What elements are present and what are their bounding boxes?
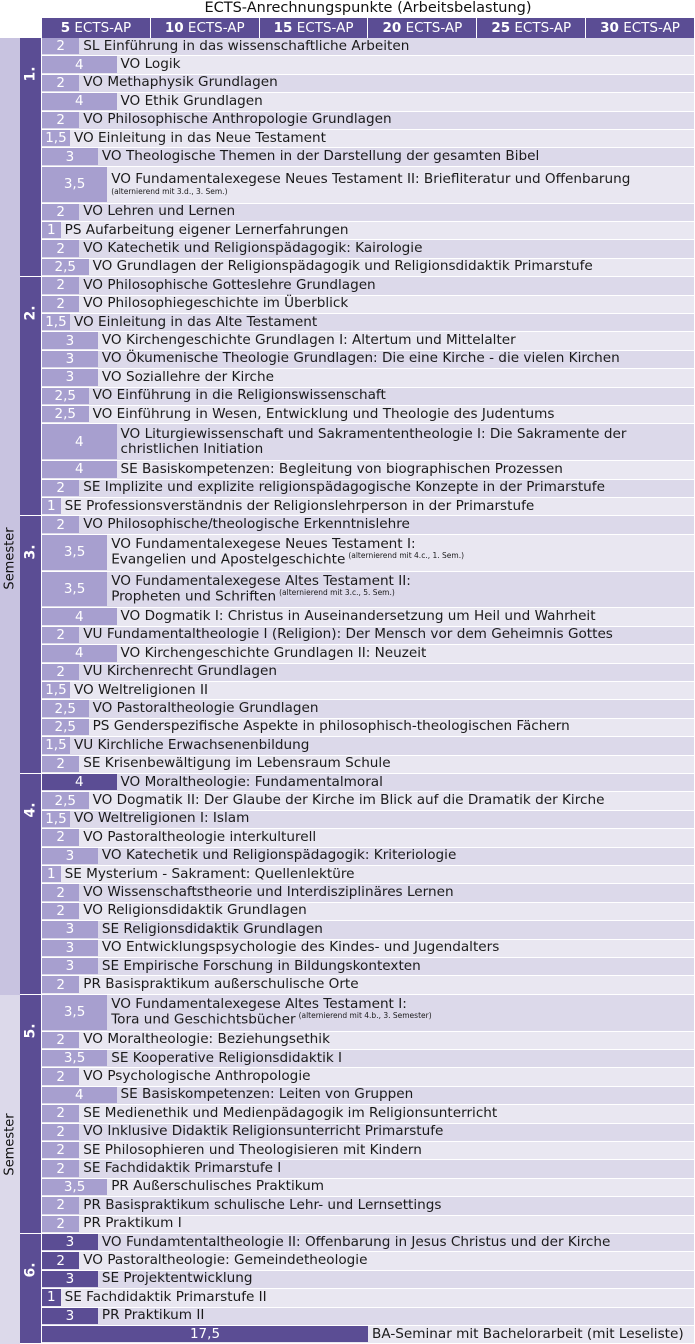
course-row bbox=[42, 1032, 694, 1050]
course-title: VO Pastoraltheologie interkulturell bbox=[83, 828, 317, 845]
course-title: VO Inklusive Didaktik Religionsunterricht Primarstufe bbox=[83, 1123, 444, 1140]
course-title: VO Philosophiegeschichte im Überblick bbox=[83, 295, 349, 312]
course-label bbox=[111, 167, 630, 202]
course-row bbox=[42, 572, 694, 609]
semester-tab bbox=[20, 995, 41, 1234]
semester-axis-label bbox=[0, 518, 20, 598]
course-title: VO Grundlagen der Religionspädagogik und Religionsdidaktik Primarstufe bbox=[92, 258, 593, 275]
course-label bbox=[111, 1050, 342, 1066]
course-title: VO Katechetik und Religionspädagogik: Kriteriologie bbox=[101, 847, 457, 864]
ects-bar: 4 bbox=[42, 56, 117, 72]
course-title: PR Praktikum II bbox=[101, 1307, 205, 1324]
course-row bbox=[42, 1271, 694, 1289]
course-label bbox=[83, 277, 375, 293]
course-title: VO Philosophische/theologische Erkenntnislehre bbox=[83, 516, 410, 533]
course-title: VO Soziallehre der Kirche bbox=[101, 368, 274, 385]
ects-bar: 2 bbox=[42, 204, 79, 220]
course-title: VO Einleitung in das Neue Testament bbox=[73, 129, 326, 146]
ects-bar: 3,5 bbox=[42, 1179, 107, 1195]
course-label bbox=[121, 461, 563, 477]
ects-bar: 2 bbox=[42, 516, 79, 532]
course-title: VO Fundamentalexegese Altes Testament I: bbox=[111, 995, 407, 1012]
course-title: VO Moraltheologie: Fundamentalmoral bbox=[120, 773, 383, 790]
course-label bbox=[121, 424, 627, 459]
course-row bbox=[42, 1308, 694, 1326]
course-row bbox=[42, 314, 694, 332]
course-title: SE Kooperative Religionsdidaktik I bbox=[111, 1049, 343, 1066]
course-title: VO Kirchengeschichte Grundlagen II: Neuzeit bbox=[120, 644, 427, 661]
ects-bar: 1,5 bbox=[42, 682, 70, 698]
course-row bbox=[42, 277, 694, 295]
ects-bar: 3,5 bbox=[42, 1050, 107, 1066]
course-row bbox=[42, 1252, 694, 1270]
course-label bbox=[83, 1142, 422, 1158]
course-label bbox=[83, 884, 453, 900]
course-label bbox=[65, 222, 349, 238]
course-label bbox=[83, 1197, 441, 1213]
course-label bbox=[74, 737, 309, 753]
ects-bar: 4 bbox=[42, 1087, 117, 1103]
course-title: PR Außerschulisches Praktikum bbox=[111, 1178, 325, 1195]
course-row bbox=[42, 1289, 694, 1307]
course-title: VO Weltreligionen I: Islam bbox=[73, 810, 250, 827]
course-label bbox=[74, 682, 208, 698]
course-row bbox=[42, 737, 694, 755]
course-title: VU Fundamentaltheologie I (Religion): Der Mensch vor dem Geheimnis Gottes bbox=[83, 626, 613, 643]
course-row bbox=[42, 940, 694, 958]
course-label bbox=[83, 75, 278, 91]
course-row bbox=[42, 1105, 694, 1123]
course-label bbox=[102, 848, 456, 864]
course-label bbox=[102, 1308, 204, 1324]
course-label bbox=[74, 811, 249, 827]
ects-bar: 3 bbox=[42, 351, 98, 367]
ects-bar: 1 bbox=[42, 498, 61, 514]
course-row bbox=[42, 461, 694, 479]
ects-bar: 2 bbox=[42, 112, 79, 128]
course-label bbox=[93, 259, 593, 275]
ects-bar: 2 bbox=[42, 1068, 79, 1084]
ects-bar: 2,5 bbox=[42, 719, 89, 735]
ects-bar: 2 bbox=[42, 1032, 79, 1048]
course-row bbox=[42, 995, 694, 1032]
semester-number: 5. bbox=[22, 1023, 39, 1039]
course-title: VU Kirchenrecht Grundlagen bbox=[83, 663, 277, 680]
ects-bar: 4 bbox=[42, 93, 117, 109]
course-label bbox=[83, 664, 277, 680]
course-row bbox=[42, 976, 694, 994]
course-title: BA-Seminar mit Bachelorarbeit (mit Leseliste) bbox=[372, 1325, 684, 1342]
ects-bar: 2 bbox=[42, 884, 79, 900]
course-label bbox=[83, 756, 390, 772]
course-row bbox=[42, 535, 694, 572]
course-row bbox=[42, 958, 694, 976]
ects-bar: 4 bbox=[42, 645, 117, 661]
ects-bar: 3,5 bbox=[42, 167, 107, 202]
course-row bbox=[42, 645, 694, 663]
course-label bbox=[83, 1160, 281, 1176]
ects-bar: 3,5 bbox=[42, 572, 107, 607]
semester-number: 2. bbox=[22, 305, 39, 321]
course-row bbox=[42, 700, 694, 718]
ects-bar: 3 bbox=[42, 1271, 98, 1287]
course-row bbox=[42, 848, 694, 866]
course-row bbox=[42, 369, 694, 387]
course-title: VO Weltreligionen II bbox=[73, 681, 208, 698]
course-title: VO Methaphysik Grundlagen bbox=[83, 74, 278, 91]
course-title: PR Basispraktikum außerschulische Orte bbox=[83, 976, 359, 993]
ects-bar: 2 bbox=[42, 903, 79, 919]
course-row bbox=[42, 829, 694, 847]
course-row bbox=[42, 332, 694, 350]
course-title: VO Einführung in die Religionswissenschaft bbox=[92, 387, 386, 404]
course-title: SE Empirische Forschung in Bildungskontexten bbox=[101, 957, 421, 974]
semester-tab bbox=[20, 1234, 41, 1344]
alternation-note: (alternierend mit 3.d., 3. Sem.) bbox=[111, 187, 228, 197]
ects-scale-bar bbox=[42, 18, 694, 38]
course-row bbox=[42, 811, 694, 829]
scale-tick-10: 10 ECTS-AP bbox=[150, 18, 259, 38]
course-title: VO Theologische Themen in der Darstellung der gesamten Bibel bbox=[101, 148, 540, 165]
course-title: VO Philosophische Anthropologie Grundlagen bbox=[83, 111, 392, 128]
course-row bbox=[42, 1142, 694, 1160]
course-title: SE Fachdidaktik Primarstufe I bbox=[83, 1160, 282, 1177]
course-label bbox=[83, 1068, 310, 1084]
ects-bar: 4 bbox=[42, 461, 117, 477]
course-title: SE Fachdidaktik Primarstufe II bbox=[64, 1288, 267, 1305]
course-label bbox=[83, 829, 316, 845]
course-row bbox=[42, 112, 694, 130]
course-row bbox=[42, 1197, 694, 1215]
ects-bar: 3 bbox=[42, 1234, 98, 1250]
ects-bar: 2 bbox=[42, 480, 79, 496]
semester-number: 4. bbox=[22, 802, 39, 818]
course-label bbox=[83, 627, 613, 643]
course-title: VO Fundamentalexegese Neues Testament I: bbox=[111, 535, 416, 552]
ects-bar: 3,5 bbox=[42, 995, 107, 1030]
course-row bbox=[42, 351, 694, 369]
alternation-note: (alternierend mit 4.b., 3. Semester) bbox=[298, 1010, 432, 1020]
alternation-note: (alternierend mit 4.c., 1. Sem.) bbox=[348, 550, 464, 560]
course-title: SE Krisenbewältigung im Lebensraum Schule bbox=[83, 755, 391, 772]
course-label bbox=[102, 148, 539, 164]
course-label bbox=[102, 369, 274, 385]
course-row bbox=[42, 1050, 694, 1068]
ects-bar: 2 bbox=[42, 1142, 79, 1158]
course-label bbox=[83, 38, 409, 54]
ects-bar: 4 bbox=[42, 774, 117, 790]
course-title: VO Entwicklungspsychologie des Kindes- und Jugendalters bbox=[101, 939, 500, 956]
course-title: VO Wissenschaftstheorie und Interdisziplinäres Lernen bbox=[83, 884, 454, 901]
course-label bbox=[83, 1124, 443, 1140]
course-title: VO Pastoraltheologie: Gemeindetheologie bbox=[83, 1252, 368, 1269]
ects-bar: 3 bbox=[42, 958, 98, 974]
course-label bbox=[83, 204, 235, 220]
ects-bar: 3 bbox=[42, 848, 98, 864]
course-title-line2: Tora und Geschichtsbücher $^{(alternierend mit 4.b., 3. Semester)}$ bbox=[111, 1010, 432, 1028]
ects-bar: 2 bbox=[42, 38, 79, 54]
course-row bbox=[42, 1234, 694, 1252]
course-label bbox=[102, 921, 323, 937]
course-title: SE Philosophieren und Theologisieren mit Kindern bbox=[83, 1141, 422, 1158]
course-label bbox=[65, 498, 535, 514]
semester-number: 6. bbox=[22, 1262, 39, 1278]
course-row bbox=[42, 719, 694, 737]
course-row bbox=[42, 1160, 694, 1178]
course-title: SE Mysterium - Sakrament: Quellenlektüre bbox=[64, 865, 355, 882]
course-row bbox=[42, 664, 694, 682]
course-label bbox=[93, 792, 605, 808]
course-title: VO Einleitung in das Alte Testament bbox=[73, 313, 318, 330]
course-title-line2: Propheten und Schriften $^{(alternierend mit 3.c., 5. Sem.)}$ bbox=[111, 587, 395, 605]
course-label bbox=[102, 1234, 610, 1250]
ects-bar: 4 bbox=[42, 608, 117, 624]
ects-bar: 2 bbox=[42, 756, 79, 772]
course-label bbox=[65, 1289, 267, 1305]
semester-number: 3. bbox=[22, 544, 39, 560]
course-label bbox=[83, 1105, 497, 1121]
course-label bbox=[83, 112, 391, 128]
course-row bbox=[42, 1068, 694, 1086]
ects-bar: 1,5 bbox=[42, 811, 70, 827]
course-label bbox=[111, 535, 464, 570]
course-row bbox=[42, 682, 694, 700]
course-row bbox=[42, 884, 694, 902]
ects-bar: 2 bbox=[42, 1105, 79, 1121]
ects-bar: 1,5 bbox=[42, 737, 70, 753]
course-label bbox=[102, 958, 421, 974]
ects-bar: 2 bbox=[42, 1197, 79, 1213]
ects-bar: 2 bbox=[42, 277, 79, 293]
semester-word: Semester bbox=[2, 526, 18, 590]
course-title: VO Dogmatik I: Christus in Auseinandersetzung um Heil und Wahrheit bbox=[120, 608, 596, 625]
ects-bar: 3 bbox=[42, 148, 98, 164]
ects-bar: 2 bbox=[42, 296, 79, 312]
course-title: VO Logik bbox=[120, 56, 181, 73]
course-label bbox=[83, 976, 358, 992]
course-row bbox=[42, 516, 694, 534]
course-title: VU Kirchliche Erwachsenenbildung bbox=[73, 736, 310, 753]
course-row bbox=[42, 608, 694, 626]
course-title-line2: Evangelien und Apostelgeschichte $^{(alternierend mit 4.c., 1. Sem.)}$ bbox=[111, 550, 464, 568]
course-label bbox=[102, 332, 516, 348]
course-title: VO Liturgiewissenschaft und Sakramententheologie I: Die Sakramente der bbox=[120, 425, 627, 442]
course-title: VO Pastoraltheologie Grundlagen bbox=[92, 700, 319, 717]
scale-tick-25: 25 ECTS-AP bbox=[476, 18, 585, 38]
course-label bbox=[121, 56, 181, 72]
course-title: VO Religionsdidaktik Grundlagen bbox=[83, 902, 307, 919]
chart-title: ECTS-Anrechnungspunkte (Arbeitsbelastung) bbox=[204, 0, 532, 16]
course-row bbox=[42, 903, 694, 921]
course-label bbox=[65, 866, 355, 882]
course-row bbox=[42, 1124, 694, 1142]
ects-bar: 2,5 bbox=[42, 388, 89, 404]
course-row bbox=[42, 756, 694, 774]
course-row bbox=[42, 75, 694, 93]
course-row bbox=[42, 774, 694, 792]
scale-tick-5: 5 ECTS-AP bbox=[60, 20, 132, 36]
course-title: VO Fundamentalexegese Neues Testament II: Briefliteratur und Offenbarung bbox=[111, 171, 631, 188]
ects-bar: 4 bbox=[42, 424, 117, 459]
scale-tick-15: 15 ECTS-AP bbox=[259, 18, 368, 38]
course-row bbox=[42, 921, 694, 939]
ects-bar: 3,5 bbox=[42, 535, 107, 570]
course-label bbox=[93, 388, 386, 404]
course-title: PR Praktikum I bbox=[83, 1215, 182, 1232]
ects-bar: 3 bbox=[42, 921, 98, 937]
course-row bbox=[42, 240, 694, 258]
course-label bbox=[93, 700, 319, 716]
ects-bar: 2 bbox=[42, 1160, 79, 1176]
course-title: VO Einführung in Wesen, Entwicklung und Theologie des Judentums bbox=[92, 405, 555, 422]
course-row bbox=[42, 388, 694, 406]
course-title: SE Medienethik und Medienpädagogik im Religionsunterricht bbox=[83, 1104, 498, 1121]
course-row bbox=[42, 222, 694, 240]
course-title: VO Ethik Grundlagen bbox=[120, 92, 263, 109]
ects-bar: 1,5 bbox=[42, 130, 70, 146]
ects-bar: 2,5 bbox=[42, 259, 89, 275]
scale-tick-20: 20 ECTS-AP bbox=[367, 18, 476, 38]
course-label bbox=[83, 1032, 330, 1048]
ects-bar: 3 bbox=[42, 940, 98, 956]
course-label bbox=[121, 93, 263, 109]
course-label bbox=[93, 719, 570, 735]
ects-bar: 2,5 bbox=[42, 406, 89, 422]
semester-number: 1. bbox=[22, 66, 39, 82]
course-row bbox=[42, 406, 694, 424]
course-row bbox=[42, 1087, 694, 1105]
course-row bbox=[42, 167, 694, 204]
alternation-note: (alternierend mit 3.c., 5. Sem.) bbox=[279, 587, 395, 597]
course-label bbox=[121, 1087, 414, 1103]
course-row bbox=[42, 130, 694, 148]
course-title: PS Aufarbeitung eigener Lernerfahrungen bbox=[64, 221, 349, 238]
course-title: VO Kirchengeschichte Grundlagen I: Altertum und Mittelalter bbox=[101, 332, 516, 349]
course-title: SE Basiskompetenzen: Begleitung von biographischen Prozessen bbox=[120, 460, 563, 477]
course-label bbox=[74, 130, 326, 146]
course-label bbox=[121, 774, 383, 790]
semester-axis-label bbox=[0, 1095, 20, 1195]
course-title: VO Katechetik und Religionspädagogik: Kairologie bbox=[83, 240, 423, 257]
ects-bar: 2 bbox=[42, 976, 79, 992]
ects-bar: 2,5 bbox=[42, 792, 89, 808]
semester-tab bbox=[20, 38, 41, 277]
course-row bbox=[42, 259, 694, 277]
course-title: VO Fundamentalexegese Altes Testament II: bbox=[111, 572, 411, 589]
course-label bbox=[102, 351, 620, 367]
course-row bbox=[42, 1179, 694, 1197]
ects-bar: 1,5 bbox=[42, 314, 70, 330]
ects-bar: 1 bbox=[42, 866, 61, 882]
course-label bbox=[83, 903, 307, 919]
course-title: VO Philosophische Gotteslehre Grundlagen bbox=[83, 276, 376, 293]
course-row bbox=[42, 296, 694, 314]
ects-bar: 2 bbox=[42, 1252, 79, 1268]
course-row bbox=[42, 38, 694, 56]
course-label bbox=[111, 1179, 324, 1195]
course-label bbox=[83, 240, 422, 256]
semester-tab bbox=[20, 516, 41, 774]
course-row bbox=[42, 1216, 694, 1234]
course-row bbox=[42, 93, 694, 111]
course-title: SE Implizite und explizite religionspädagogische Konzepte in der Primarstufe bbox=[83, 479, 605, 496]
ects-bar: 2 bbox=[42, 664, 79, 680]
course-title: PS Genderspezifische Aspekte in philosophisch-theologischen Fächern bbox=[92, 718, 570, 735]
ects-bar: 1 bbox=[42, 1289, 61, 1305]
course-row bbox=[42, 56, 694, 74]
course-label bbox=[74, 314, 317, 330]
ects-bar: 1 bbox=[42, 222, 61, 238]
course-title: VO Moraltheologie: Beziehungsethik bbox=[83, 1031, 330, 1048]
course-title: SE Projektentwicklung bbox=[101, 1270, 253, 1287]
course-row bbox=[42, 148, 694, 166]
semester-word: Semester bbox=[2, 1113, 18, 1176]
scale-tick-30: 30 ECTS-AP bbox=[585, 18, 694, 38]
ects-bar: 2,5 bbox=[42, 700, 89, 716]
course-label bbox=[83, 296, 348, 312]
course-label bbox=[111, 995, 431, 1030]
course-row bbox=[42, 866, 694, 884]
course-title: VO Lehren und Lernen bbox=[83, 203, 236, 220]
course-label bbox=[102, 940, 499, 956]
course-title: SE Religionsdidaktik Grundlagen bbox=[101, 920, 323, 937]
course-label bbox=[83, 516, 410, 532]
ects-bar: 3 bbox=[42, 1308, 98, 1324]
semester-bracket-top bbox=[0, 38, 20, 995]
course-row bbox=[42, 480, 694, 498]
course-label bbox=[83, 1252, 367, 1268]
ects-bar: 2 bbox=[42, 627, 79, 643]
course-label bbox=[121, 608, 596, 624]
course-label bbox=[102, 1271, 253, 1287]
course-label bbox=[83, 1216, 181, 1232]
course-title: SL Einführung in das wissenschaftliche Arbeiten bbox=[83, 37, 410, 54]
course-row bbox=[42, 1326, 694, 1344]
course-label bbox=[372, 1326, 684, 1342]
ects-bar: 17,5 bbox=[42, 1326, 368, 1342]
ects-bar: 2 bbox=[42, 1216, 79, 1232]
course-row bbox=[42, 498, 694, 516]
course-title: VO Ökumenische Theologie Grundlagen: Die eine Kirche - die vielen Kirchen bbox=[101, 350, 620, 367]
course-title-line2: christlichen Initiation bbox=[120, 440, 264, 457]
course-label bbox=[111, 572, 411, 607]
semester-tab bbox=[20, 277, 41, 516]
course-label bbox=[93, 406, 555, 422]
ects-bar: 2 bbox=[42, 829, 79, 845]
course-title: VO Fundamtentaltheologie II: Offenbarung in Jesus Christus und der Kirche bbox=[101, 1233, 611, 1250]
course-row bbox=[42, 204, 694, 222]
ects-bar: 3 bbox=[42, 369, 98, 385]
course-title: VO Psychologische Anthropologie bbox=[83, 1068, 311, 1085]
course-label bbox=[83, 480, 605, 496]
ects-bar: 3 bbox=[42, 332, 98, 348]
course-title: PR Basispraktikum schulische Lehr- und Lernsettings bbox=[83, 1196, 442, 1213]
ects-bar: 2 bbox=[42, 75, 79, 91]
course-title: SE Professionsverständnis der Religionslehrperson in der Primarstufe bbox=[64, 497, 535, 514]
course-row bbox=[42, 792, 694, 810]
course-row bbox=[42, 424, 694, 461]
course-title: SE Basiskompetenzen: Leiten von Gruppen bbox=[120, 1086, 414, 1103]
course-row bbox=[42, 627, 694, 645]
course-label bbox=[121, 645, 427, 661]
ects-bar: 2 bbox=[42, 240, 79, 256]
course-title: VO Dogmatik II: Der Glaube der Kirche im Blick auf die Dramatik der Kirche bbox=[92, 792, 605, 809]
ects-bar: 2 bbox=[42, 1124, 79, 1140]
semester-tab bbox=[20, 774, 41, 995]
